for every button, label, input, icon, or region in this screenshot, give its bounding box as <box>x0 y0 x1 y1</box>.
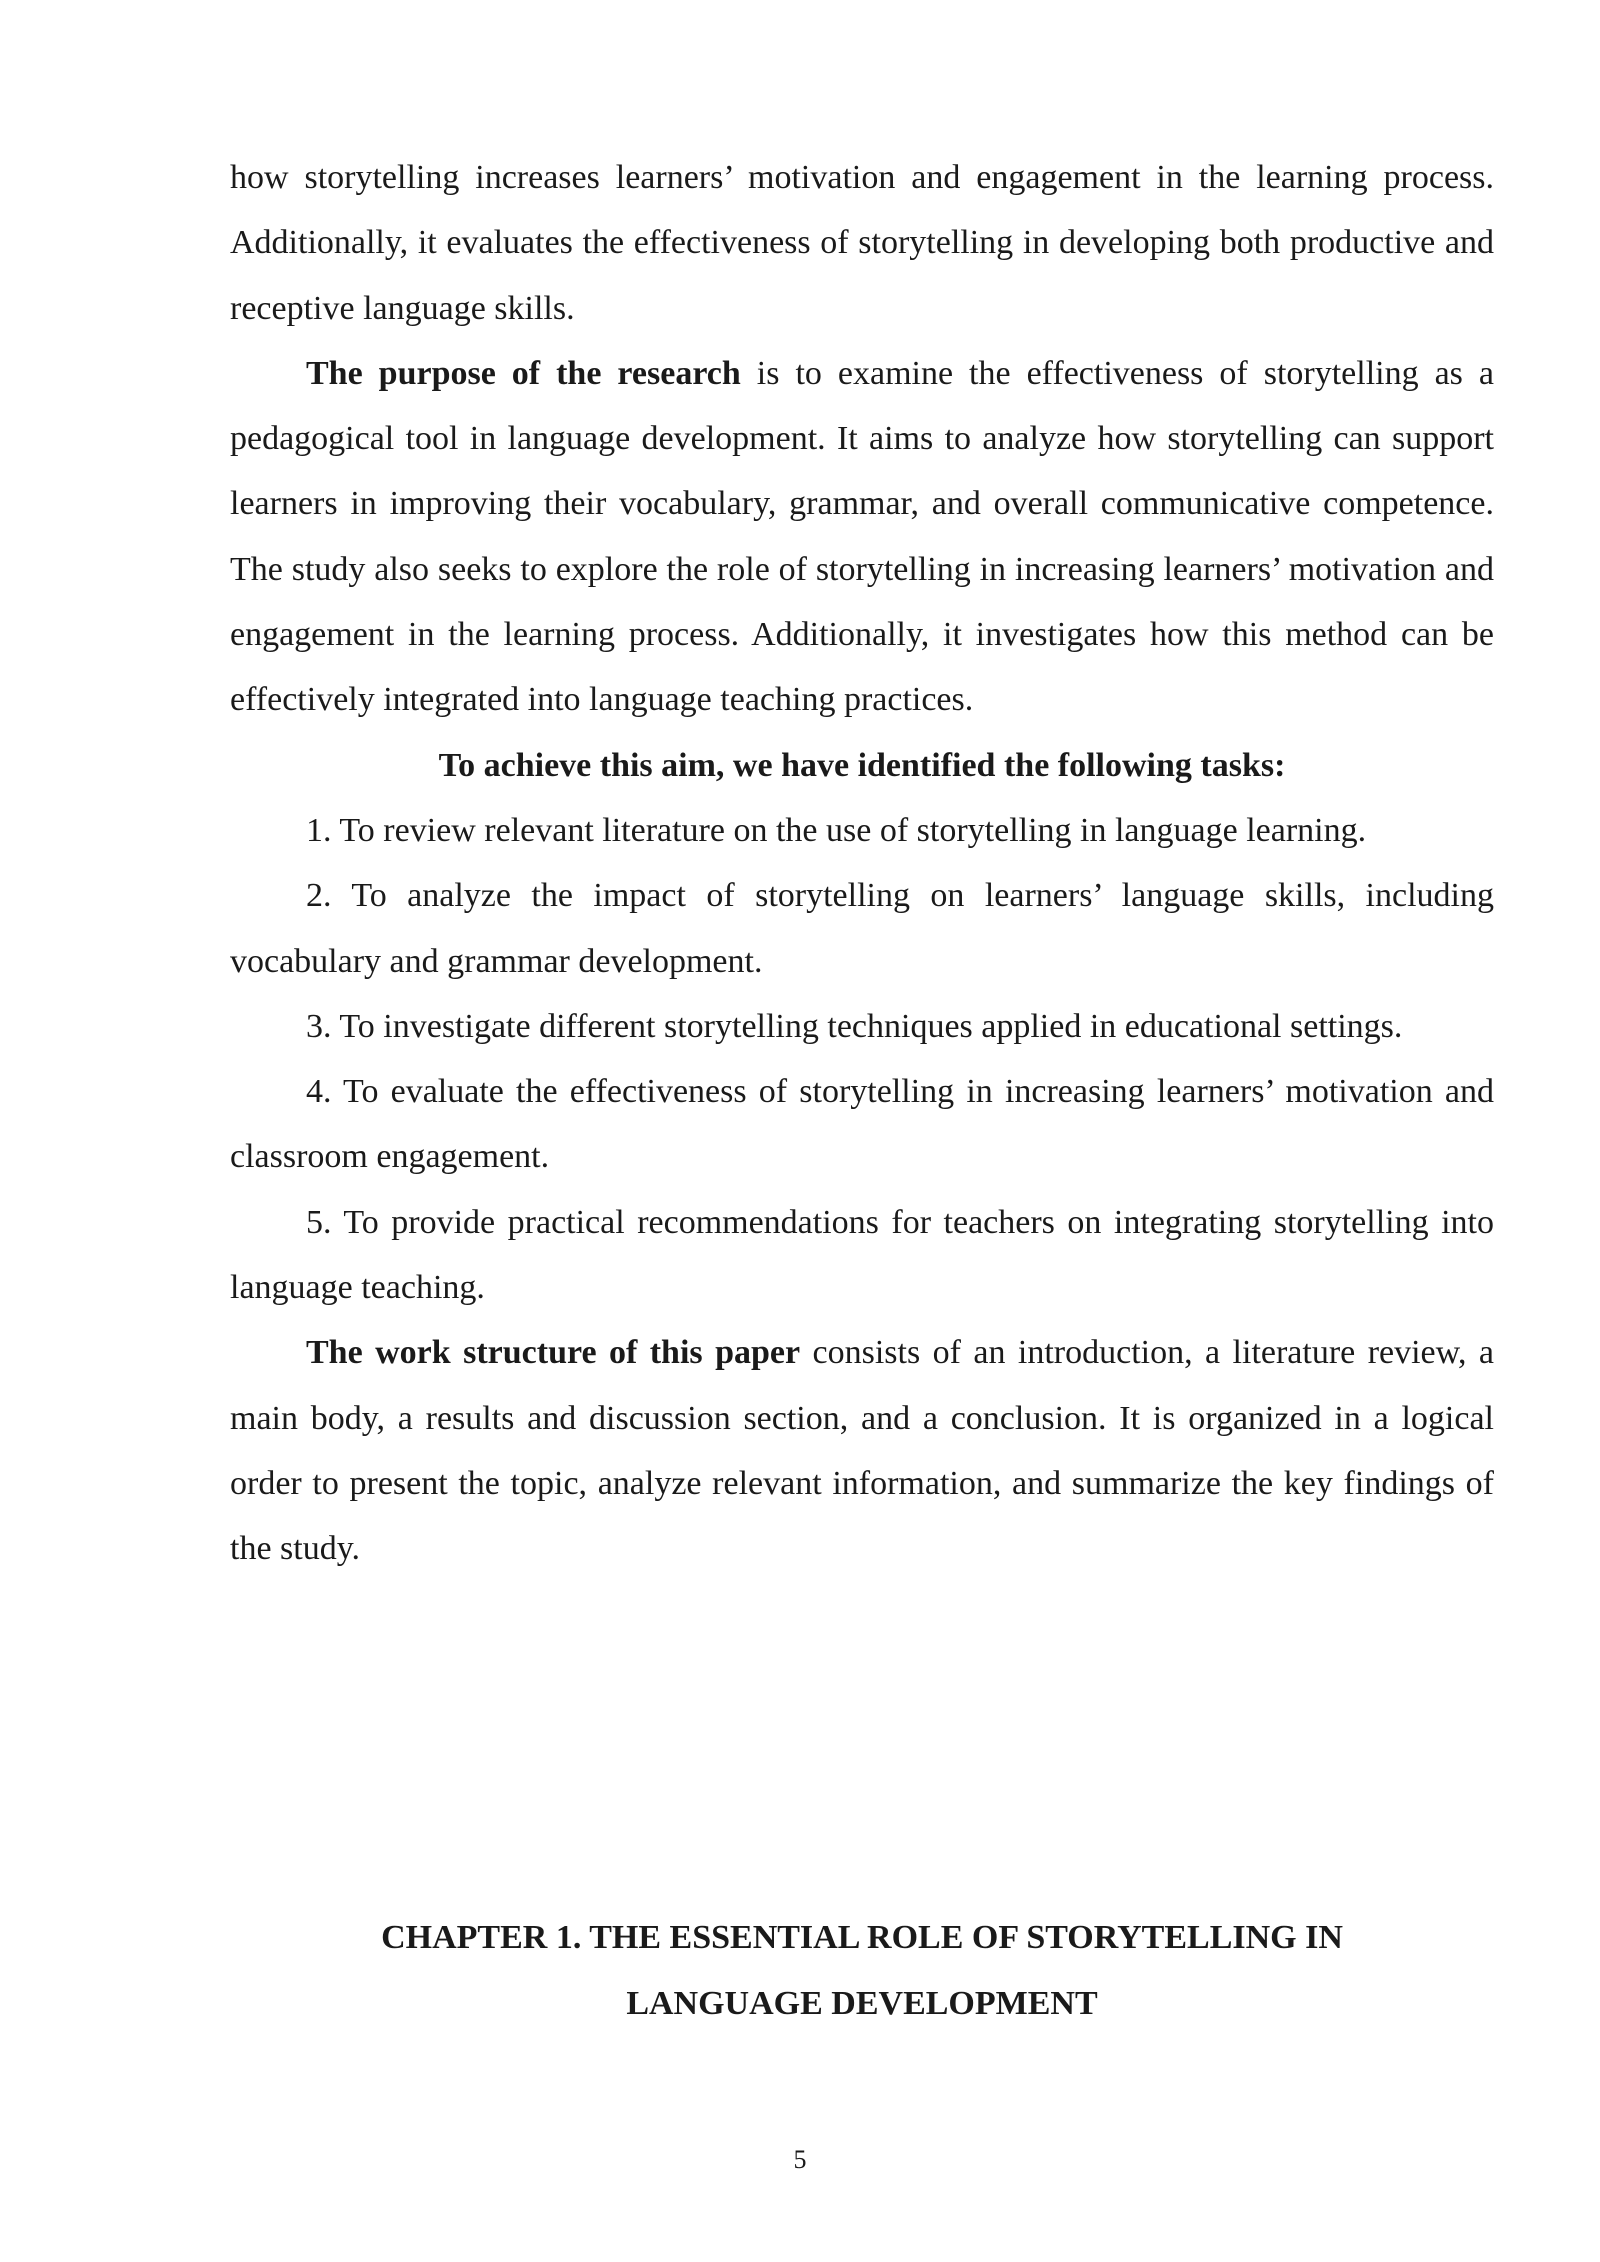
purpose-text: is to examine the effectiveness of storytelling as a pedagogical tool in language development. It aims to analyze how storytelling can support learners in improving their vocabulary, grammar, and overall communicative competence. The study also seeks to explore the role of storytelling in increasing learners’ motivation and engagement in the learning process. Additionally, it investigates how this method can be effectively integrated into language teaching practices. <box>230 354 1494 719</box>
purpose-lead: The purpose of the research <box>306 354 741 392</box>
purpose-paragraph <box>230 341 1494 733</box>
structure-lead: The work structure of this paper <box>306 1334 801 1372</box>
structure-paragraph <box>230 1320 1494 1581</box>
task-item-5: 5. To provide practical recommendations for teachers on integrating storytelling into language teaching. <box>230 1203 1494 1307</box>
task-item-4: 4. To evaluate the effectiveness of storytelling in increasing learners’ motivation and classroom engagement. <box>230 1073 1494 1176</box>
chapter-heading <box>230 1905 1494 2037</box>
task-item-2: 2. To analyze the impact of storytelling on learners’ language skills, including vocabulary and grammar development. <box>230 877 1494 980</box>
task-item-1: 1. To review relevant literature on the use of storytelling in language learning. <box>306 811 1367 849</box>
tasks-heading: To achieve this aim, we have identified the following tasks: <box>438 746 1286 784</box>
chapter-heading-line-1: CHAPTER 1. THE ESSENTIAL ROLE OF STORYTELLING IN <box>381 1919 1343 1956</box>
page-number: 5 <box>793 2145 807 2174</box>
structure-text: consists of an introduction, a literature review, a main body, a results and discussion section, and a conclusion. It is organized in a logical order to present the topic, analyze relevant information, and summarize the key findings of the study. <box>230 1334 1495 1568</box>
chapter-heading-line-2: LANGUAGE DEVELOPMENT <box>626 1985 1098 2022</box>
document-body <box>230 145 1494 1582</box>
intro-paragraph: how storytelling increases learners’ motivation and engagement in the learning process. Additionally, it evaluates the effectiveness of storytelling in developing both productive and receptive language skills. <box>230 159 1494 327</box>
task-item-3: 3. To investigate different storytelling techniques applied in educational settings. <box>306 1007 1403 1045</box>
